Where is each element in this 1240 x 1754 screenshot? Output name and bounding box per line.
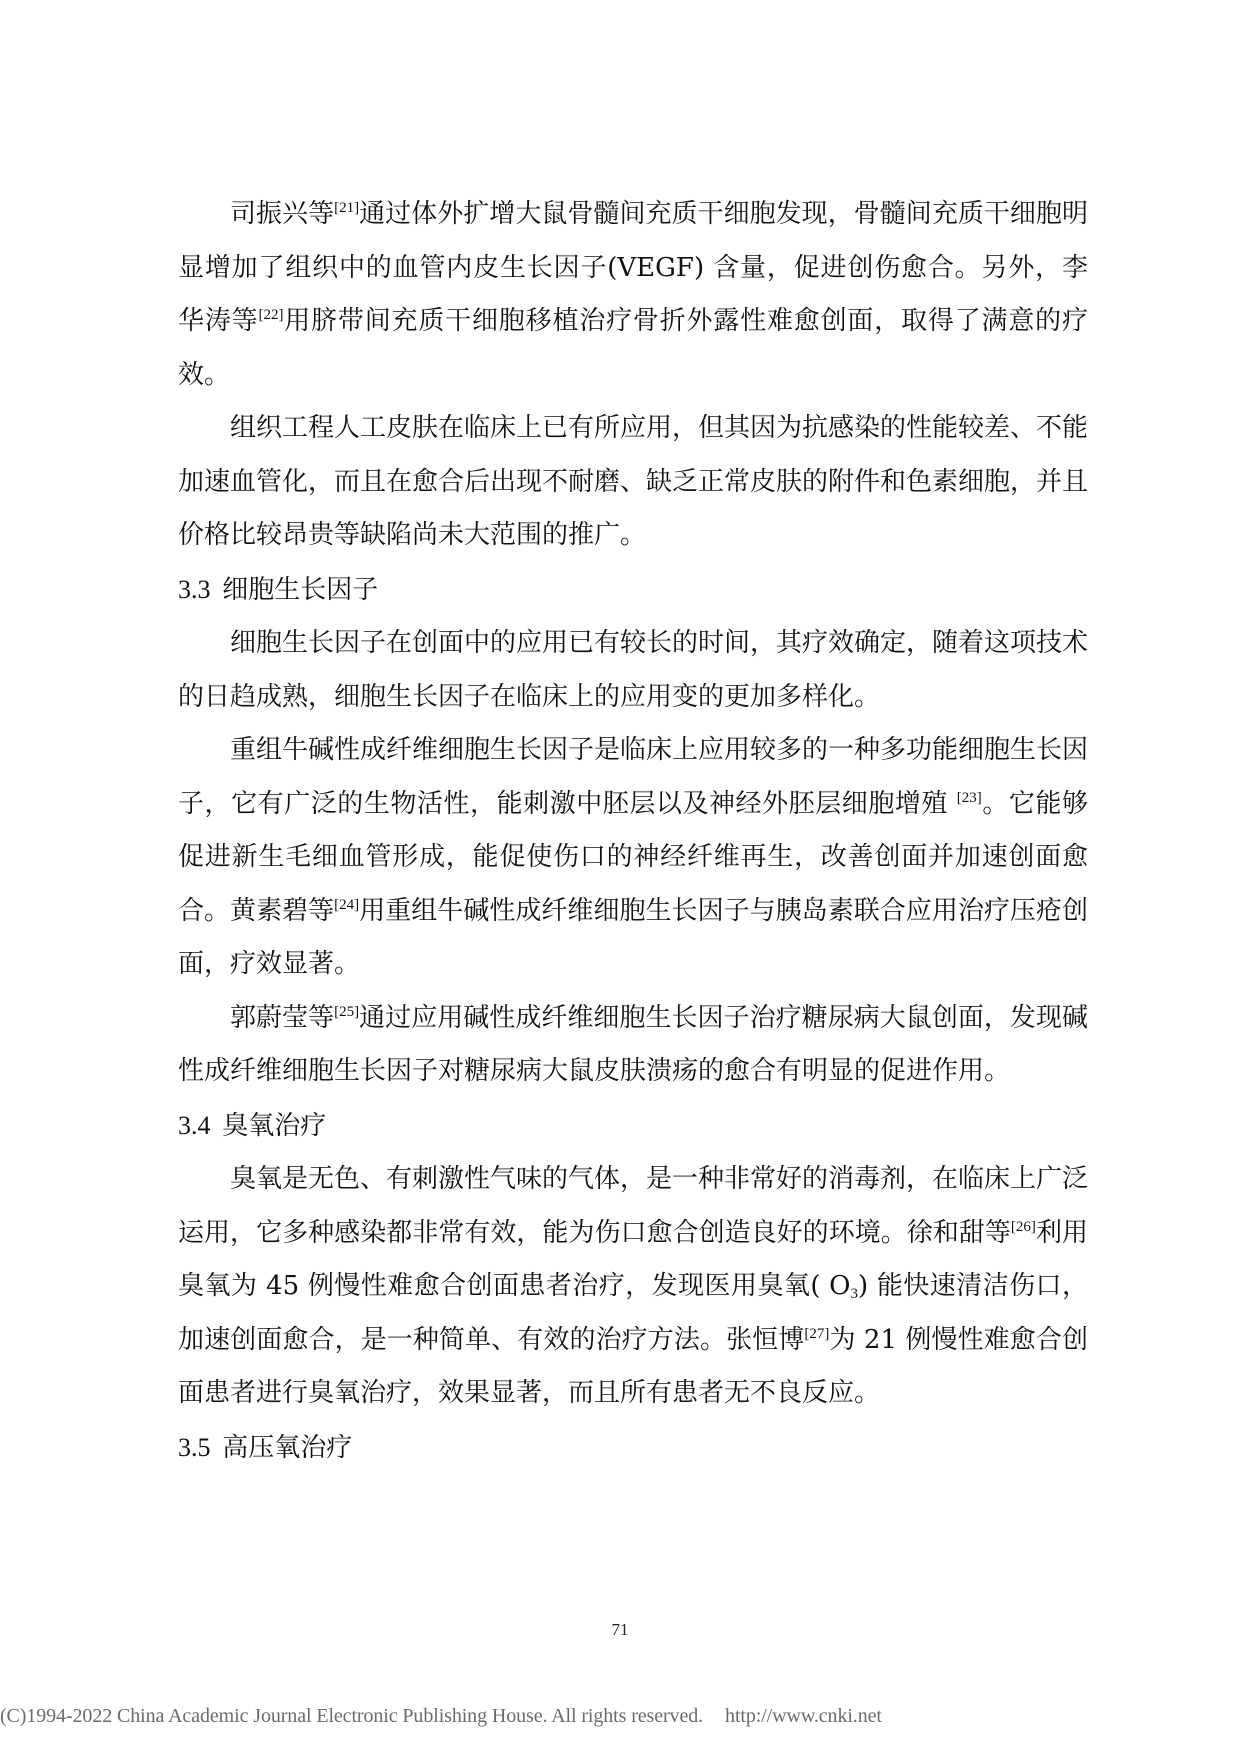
paragraph [178,188,1088,402]
document-body [178,188,1088,1475]
section-number: 3.5 [178,1432,211,1462]
copyright-footer [0,1705,1240,1728]
section-heading [178,1421,1088,1476]
text-run: 通过应用碱性成纤维细胞生长因子治疗糖尿病大鼠创面，发现碱性成纤维细胞生长因子对糖尿病大鼠皮肤溃疡的愈合有明显的促进作用。 [178,1002,1088,1086]
citation-ref: [24] [334,896,360,913]
chem-subscript: 3 [850,1286,858,1302]
text-run: 。它能够促进新生毛细血管形成，能促使伤口的神经纤维再生，改善创面并加速创面愈合。黄素碧等 [178,788,1088,926]
paragraph [178,1153,1088,1421]
citation-ref: [27] [804,1325,830,1342]
text-run: 为 21 例慢性难愈合创面患者进行臭氧治疗，效果显著，而且所有患者无不良反应。 [178,1324,1088,1408]
paragraph: 细胞生长因子在创面中的应用已有较长的时间，其疗效确定，随着这项技术的日趋成熟，细胞生长因子在临床上的应用变的更加多样化。 [178,628,1089,712]
section-title: 臭氧治疗 [222,1110,327,1141]
copyright-text: (C)1994-2022 China Academic Journal Electronic Publishing House. All rights reserved. [0,1705,704,1727]
section-number: 3.4 [178,1110,211,1140]
citation-ref: [22] [258,307,284,323]
section-title: 细胞生长因子 [222,574,379,605]
text-run: 臭氧是无色、有刺激性气味的气体，是一种非常好的消毒剂，在临床上广泛运用，它多种感染都非常有效，能为伤口愈合创造良好的环境。徐和甜等 [178,1164,1089,1248]
text-run: 用脐带间充质干细胞移植治疗骨折外露性难愈创面，取得了满意的疗效。 [178,306,1088,390]
text-run: 通过体外扩增大鼠骨髓间充质干细胞发现，骨髓间充质干细胞明显增加了组织中的血管内皮生长因子(VEGF) 含量，促进创伤愈合。另外，李华涛等 [178,199,1088,336]
page-number: 71 [611,1620,629,1639]
citation-ref: [23] [956,789,982,806]
paragraph [178,724,1088,992]
text-run: 郭蔚莹等 [230,1002,335,1033]
paragraph [178,992,1088,1099]
text-run: ) 能快速清洁伤口，加速创面愈合，是一种简单、有效的治疗方法。张恒博 [178,1271,1088,1355]
footer-link[interactable]: http://www.cnki.net [725,1705,882,1727]
paragraph: 组织工程人工皮肤在临床上已有所应用，但其因为抗感染的性能较差、不能加速血管化，而且在愈合后出现不耐磨、缺乏正常皮肤的附件和色素细胞，并且价格比较昂贵等缺陷尚未大范围的推广。 [178,413,1089,550]
citation-ref: [25] [334,1003,360,1020]
text-run: 利用臭氧为 45 例慢性难愈合创面患者治疗，发现医用臭氧( O [178,1217,1088,1301]
section-heading [178,1099,1088,1154]
text-run: 司振兴等 [230,199,335,229]
section-title: 高压氧治疗 [222,1432,353,1463]
section-number: 3.3 [178,574,211,604]
text-run: 用重组牛碱性成纤维细胞生长因子与胰岛素联合应用治疗压疮创面，疗效显著。 [178,895,1088,979]
text-run: 重组牛碱性成纤维细胞生长因子是临床上应用较多的一种多功能细胞生长因子，它有广泛的生物活性，能刺激中胚层以及神经外胚层细胞增殖 [178,735,1089,819]
citation-ref: [21] [334,200,360,216]
citation-ref: [26] [1010,1218,1036,1235]
section-heading [178,563,1088,618]
